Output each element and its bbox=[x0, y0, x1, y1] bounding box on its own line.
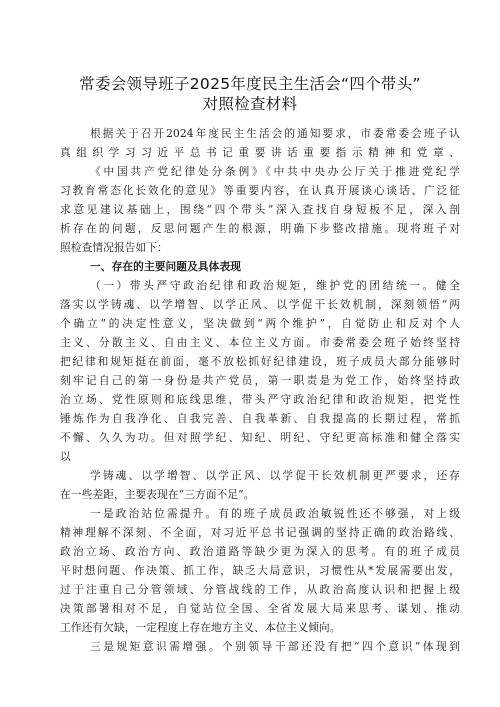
body-line: 主义、分散主义、自由主义、本位主义方面。市委常委会班子始终坚持 bbox=[60, 336, 460, 349]
body-line: 精神理解不深刻、不全面，对习近平总书记强调的坚持正确的政治路线、 bbox=[60, 526, 460, 539]
body-line: 在一些差距，主要表现在“三方面不足”。 bbox=[60, 488, 255, 501]
section-heading: 一、存在的主要问题及具体表现 bbox=[90, 260, 242, 273]
body-line: 真组织学习习近平总书记重要讲话重要指示精神和党章、 bbox=[60, 146, 460, 159]
body-line: 治立场、党性原则和底线思维，带头严守政治纪律和政治规矩，把党性 bbox=[60, 393, 460, 406]
body-line: 过于注重自己分管领域、分管战线的工作，从政治高度认识和把握上级 bbox=[60, 583, 460, 596]
body-line: 刻牢记自己的第一身份是共产党员，第一职责是为党工作，始终坚持政 bbox=[60, 374, 460, 387]
body-line: 习教育常态化长效化的意见》等重要内容，在认真开展谈心谈话、广泛征 bbox=[60, 184, 460, 197]
body-line: 以 bbox=[60, 450, 71, 463]
body-line: 政治立场、政治方向、政治道路等缺少更为深入的思考。有的班子成员 bbox=[60, 545, 460, 558]
subsection-line: （一）带头严守政治纪律和政治规矩，维护党的团结统一。健全 bbox=[90, 279, 460, 292]
body-line: 照检查情况报告如下： bbox=[60, 241, 168, 254]
body-line: 学铸魂、以学增智、以学正风、以学促干长效机制更严要求，还存 bbox=[90, 469, 460, 482]
body-line: 平时想问题、作决策、抓工作，缺乏大局意识，习惯性从*发展需要出发， bbox=[60, 564, 460, 577]
document-title-line-1: 常委会领导班子2025年度民主生活会“四个带头” bbox=[79, 75, 421, 93]
body-line: 工作还有欠缺，一定程度上存在地方主义、本位主义倾向。 bbox=[60, 621, 341, 634]
body-line: 决策部署相对不足，自觉站位全国、全省发展大局来思考、谋划、推动 bbox=[60, 602, 460, 615]
document-title-line-2: 对照检查材料 bbox=[202, 95, 298, 113]
body-line: 三是规矩意识需增强。个别领导干部还没有把“四个意识”体现到 bbox=[90, 640, 460, 653]
body-line: 一是政治站位需提升。有的班子成员政治敏锐性还不够强，对上级 bbox=[90, 507, 460, 520]
body-line: 落实以学铸魂、以学增智、以学正风、以学促干长效机制，深刻领悟“两 bbox=[60, 298, 460, 311]
body-line: 根据关于召开2024年度民主生活会的通知要求，市委常委会班子认 bbox=[90, 127, 460, 140]
body-line: 锤炼作为自我净化、自我完善、自我革新、自我提高的长期过程，常抓 bbox=[60, 412, 460, 425]
body-line: 析存在的问题，反思问题产生的根源，明确下步整改措施。现将班子对 bbox=[60, 222, 460, 235]
body-line: 把纪律和规矩挺在前面，毫不放松抓好纪律建设，班子成员大部分能够时 bbox=[60, 355, 460, 368]
body-line: 不懈、久久为功。但对照学纪、知纪、明纪、守纪更高标准和健全落实 bbox=[60, 431, 460, 444]
body-line: 求意见建议基础上，围绕“四个带头”深入查找自身短板不足，深入剖 bbox=[60, 203, 460, 216]
body-line: 个确立”的决定性意义，坚决做到“两个维护”，自觉防止和反对个人 bbox=[60, 317, 460, 330]
body-line: 《中国共产党纪律处分条例》《中共中央办公厅关于推进党纪学 bbox=[90, 165, 460, 178]
